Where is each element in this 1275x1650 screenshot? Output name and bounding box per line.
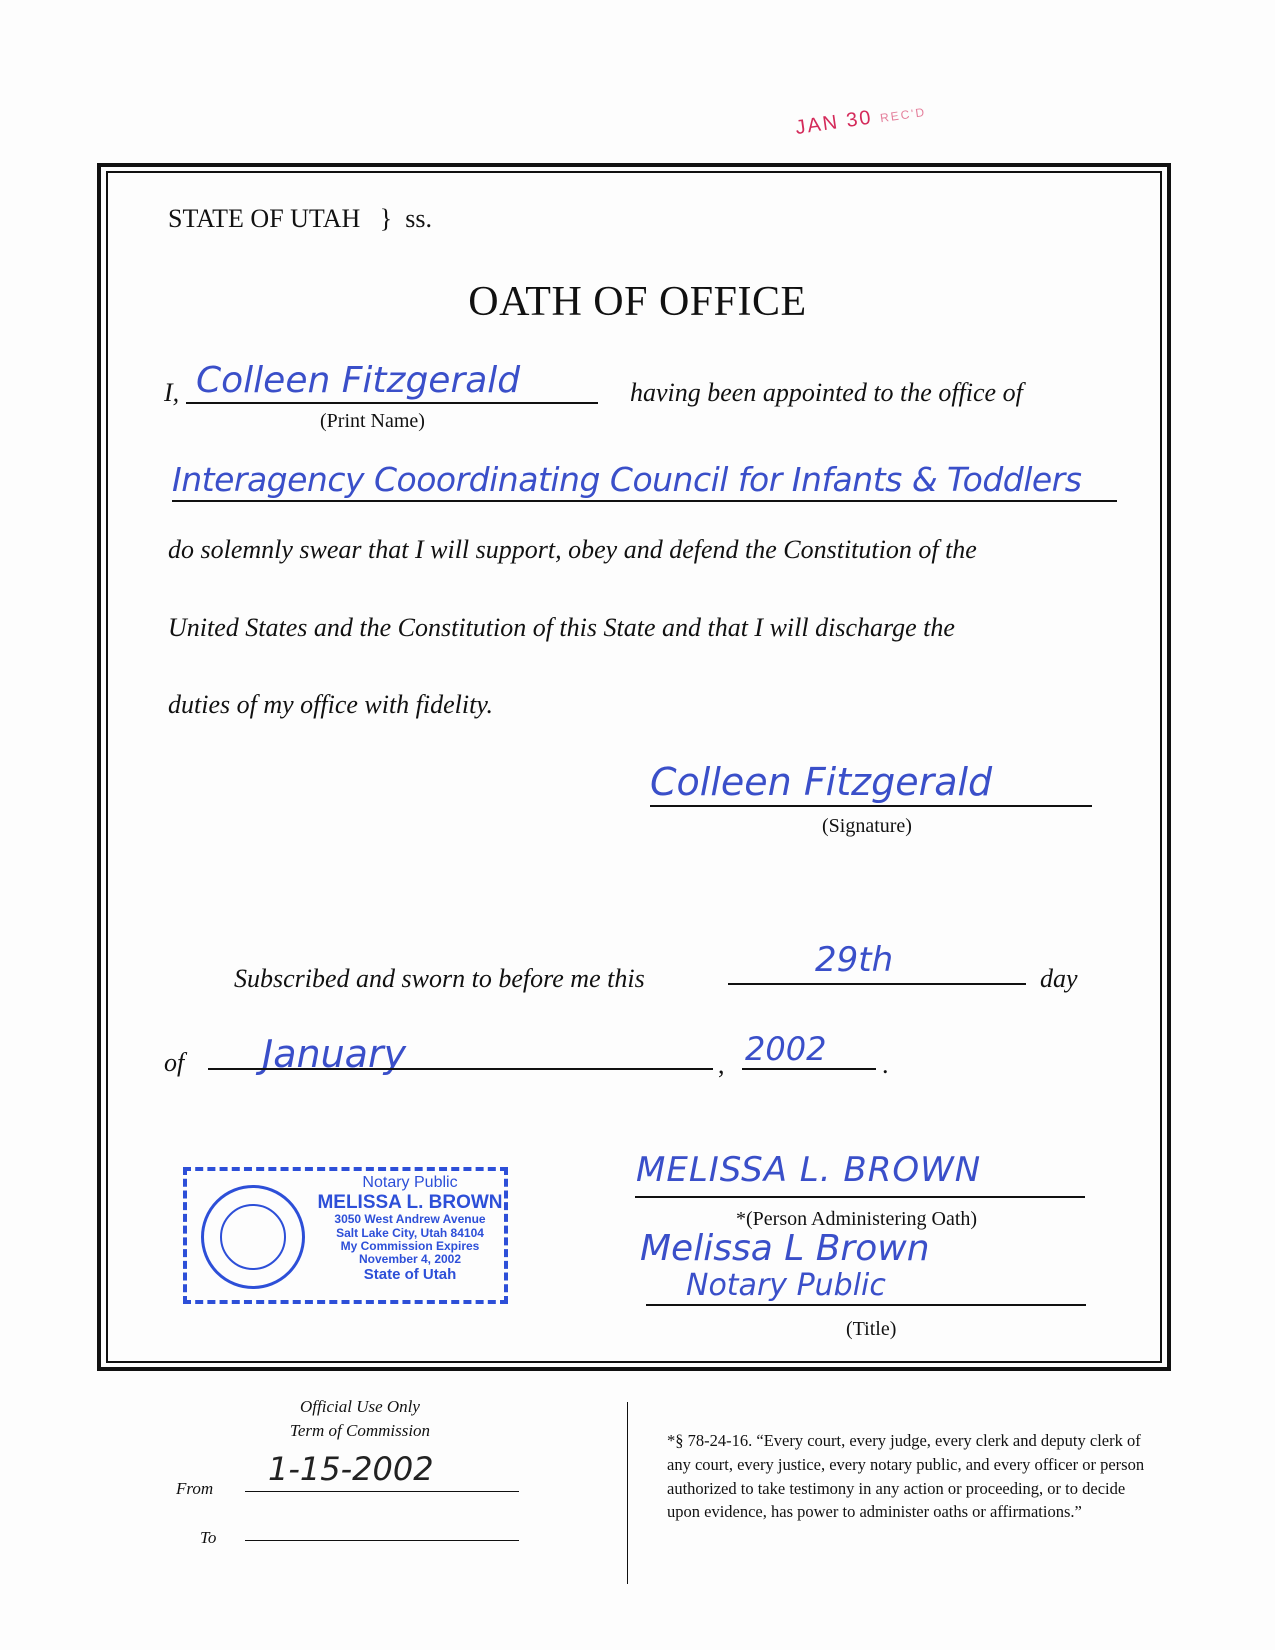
signature-caption: (Signature) xyxy=(822,815,912,837)
term-of-commission-heading: Term of Commission xyxy=(289,1421,431,1440)
seal-text-block xyxy=(315,1174,505,1284)
day-line xyxy=(728,983,1026,985)
office-line xyxy=(172,500,1117,502)
administrator-title-value[interactable]: Notary Public xyxy=(686,1268,886,1303)
title-line xyxy=(646,1304,1086,1306)
state-name: STATE OF UTAH xyxy=(168,204,361,233)
received-date-stamp xyxy=(794,99,927,140)
from-line xyxy=(245,1491,519,1492)
oath-text-line-3: duties of my office with fidelity. xyxy=(168,690,493,719)
official-use-heading: Official Use Only xyxy=(300,1397,420,1416)
period: . xyxy=(882,1050,889,1079)
print-name-line xyxy=(186,402,598,404)
subscribed-text: Subscribed and sworn to before me this xyxy=(234,964,645,993)
seal-address-2: Salt Lake City, Utah 84104 xyxy=(336,1225,484,1240)
seal-expiry: November 4, 2002 xyxy=(358,1252,462,1267)
i-label: I, xyxy=(164,378,180,407)
seal-notary-name: MELISSA L. BROWN xyxy=(317,1191,503,1213)
to-label: To xyxy=(200,1528,217,1547)
seal-commission: My Commission Expires xyxy=(340,1239,480,1254)
state-seal-emblem-icon xyxy=(201,1185,305,1289)
seal-address-1: 3050 West Andrew Avenue xyxy=(334,1212,486,1227)
print-name-value[interactable]: Colleen Fitzgerald xyxy=(196,360,521,401)
day-label: day xyxy=(1040,964,1078,993)
month-line xyxy=(208,1068,713,1070)
to-line[interactable] xyxy=(245,1540,519,1541)
seal-state: State of Utah xyxy=(363,1265,457,1283)
oath-text-line-2: United States and the Constitution of this State and that I will discharge the xyxy=(168,613,955,642)
received-label: REC'D xyxy=(879,104,927,126)
month-value[interactable]: January xyxy=(262,1032,407,1076)
statute-footnote: *§ 78-24-16. “Every court, every judge, every clerk and deputy clerk of any court, every justice, every notary public, and every officer or person authorized to take testimony in any action or proceeding, or to decide upon evidence, has power to administer oaths or affirmations.” xyxy=(667,1431,1145,1522)
state-heading xyxy=(168,204,432,234)
brace: } xyxy=(379,204,393,233)
received-date: JAN 30 xyxy=(794,106,874,140)
signature-value[interactable]: Colleen Fitzgerald xyxy=(650,760,993,804)
administrator-printed-value[interactable]: MELISSA L. BROWN xyxy=(636,1150,982,1190)
title-caption: (Title) xyxy=(846,1318,897,1340)
of-label: of xyxy=(164,1048,185,1077)
seal-emblem-center xyxy=(220,1204,286,1270)
from-value[interactable]: 1-15-2002 xyxy=(268,1450,434,1488)
office-value[interactable]: Interagency Cooordinating Council for Infants & Toddlers xyxy=(172,460,1082,499)
administrator-caption: *(Person Administering Oath) xyxy=(736,1208,978,1230)
seal-notary-public: Notary Public xyxy=(362,1174,458,1191)
appointed-text: having been appointed to the office of xyxy=(630,378,1023,407)
ss-label: ss. xyxy=(405,204,433,233)
from-label: From xyxy=(176,1479,214,1498)
comma: , xyxy=(718,1050,725,1079)
administrator-line xyxy=(635,1196,1085,1198)
signature-line xyxy=(650,805,1092,807)
oath-text-line-1: do solemnly swear that I will support, obey and defend the Constitution of the xyxy=(168,535,977,564)
notary-seal-stamp xyxy=(183,1167,508,1304)
day-value[interactable]: 29th xyxy=(815,940,894,980)
year-line xyxy=(742,1068,876,1070)
administrator-signature-value[interactable]: Melissa L Brown xyxy=(640,1228,930,1269)
print-name-caption: (Print Name) xyxy=(320,410,425,432)
vertical-divider xyxy=(627,1402,628,1584)
year-value[interactable]: 2002 xyxy=(745,1030,827,1068)
page-title: OATH OF OFFICE xyxy=(468,279,807,325)
